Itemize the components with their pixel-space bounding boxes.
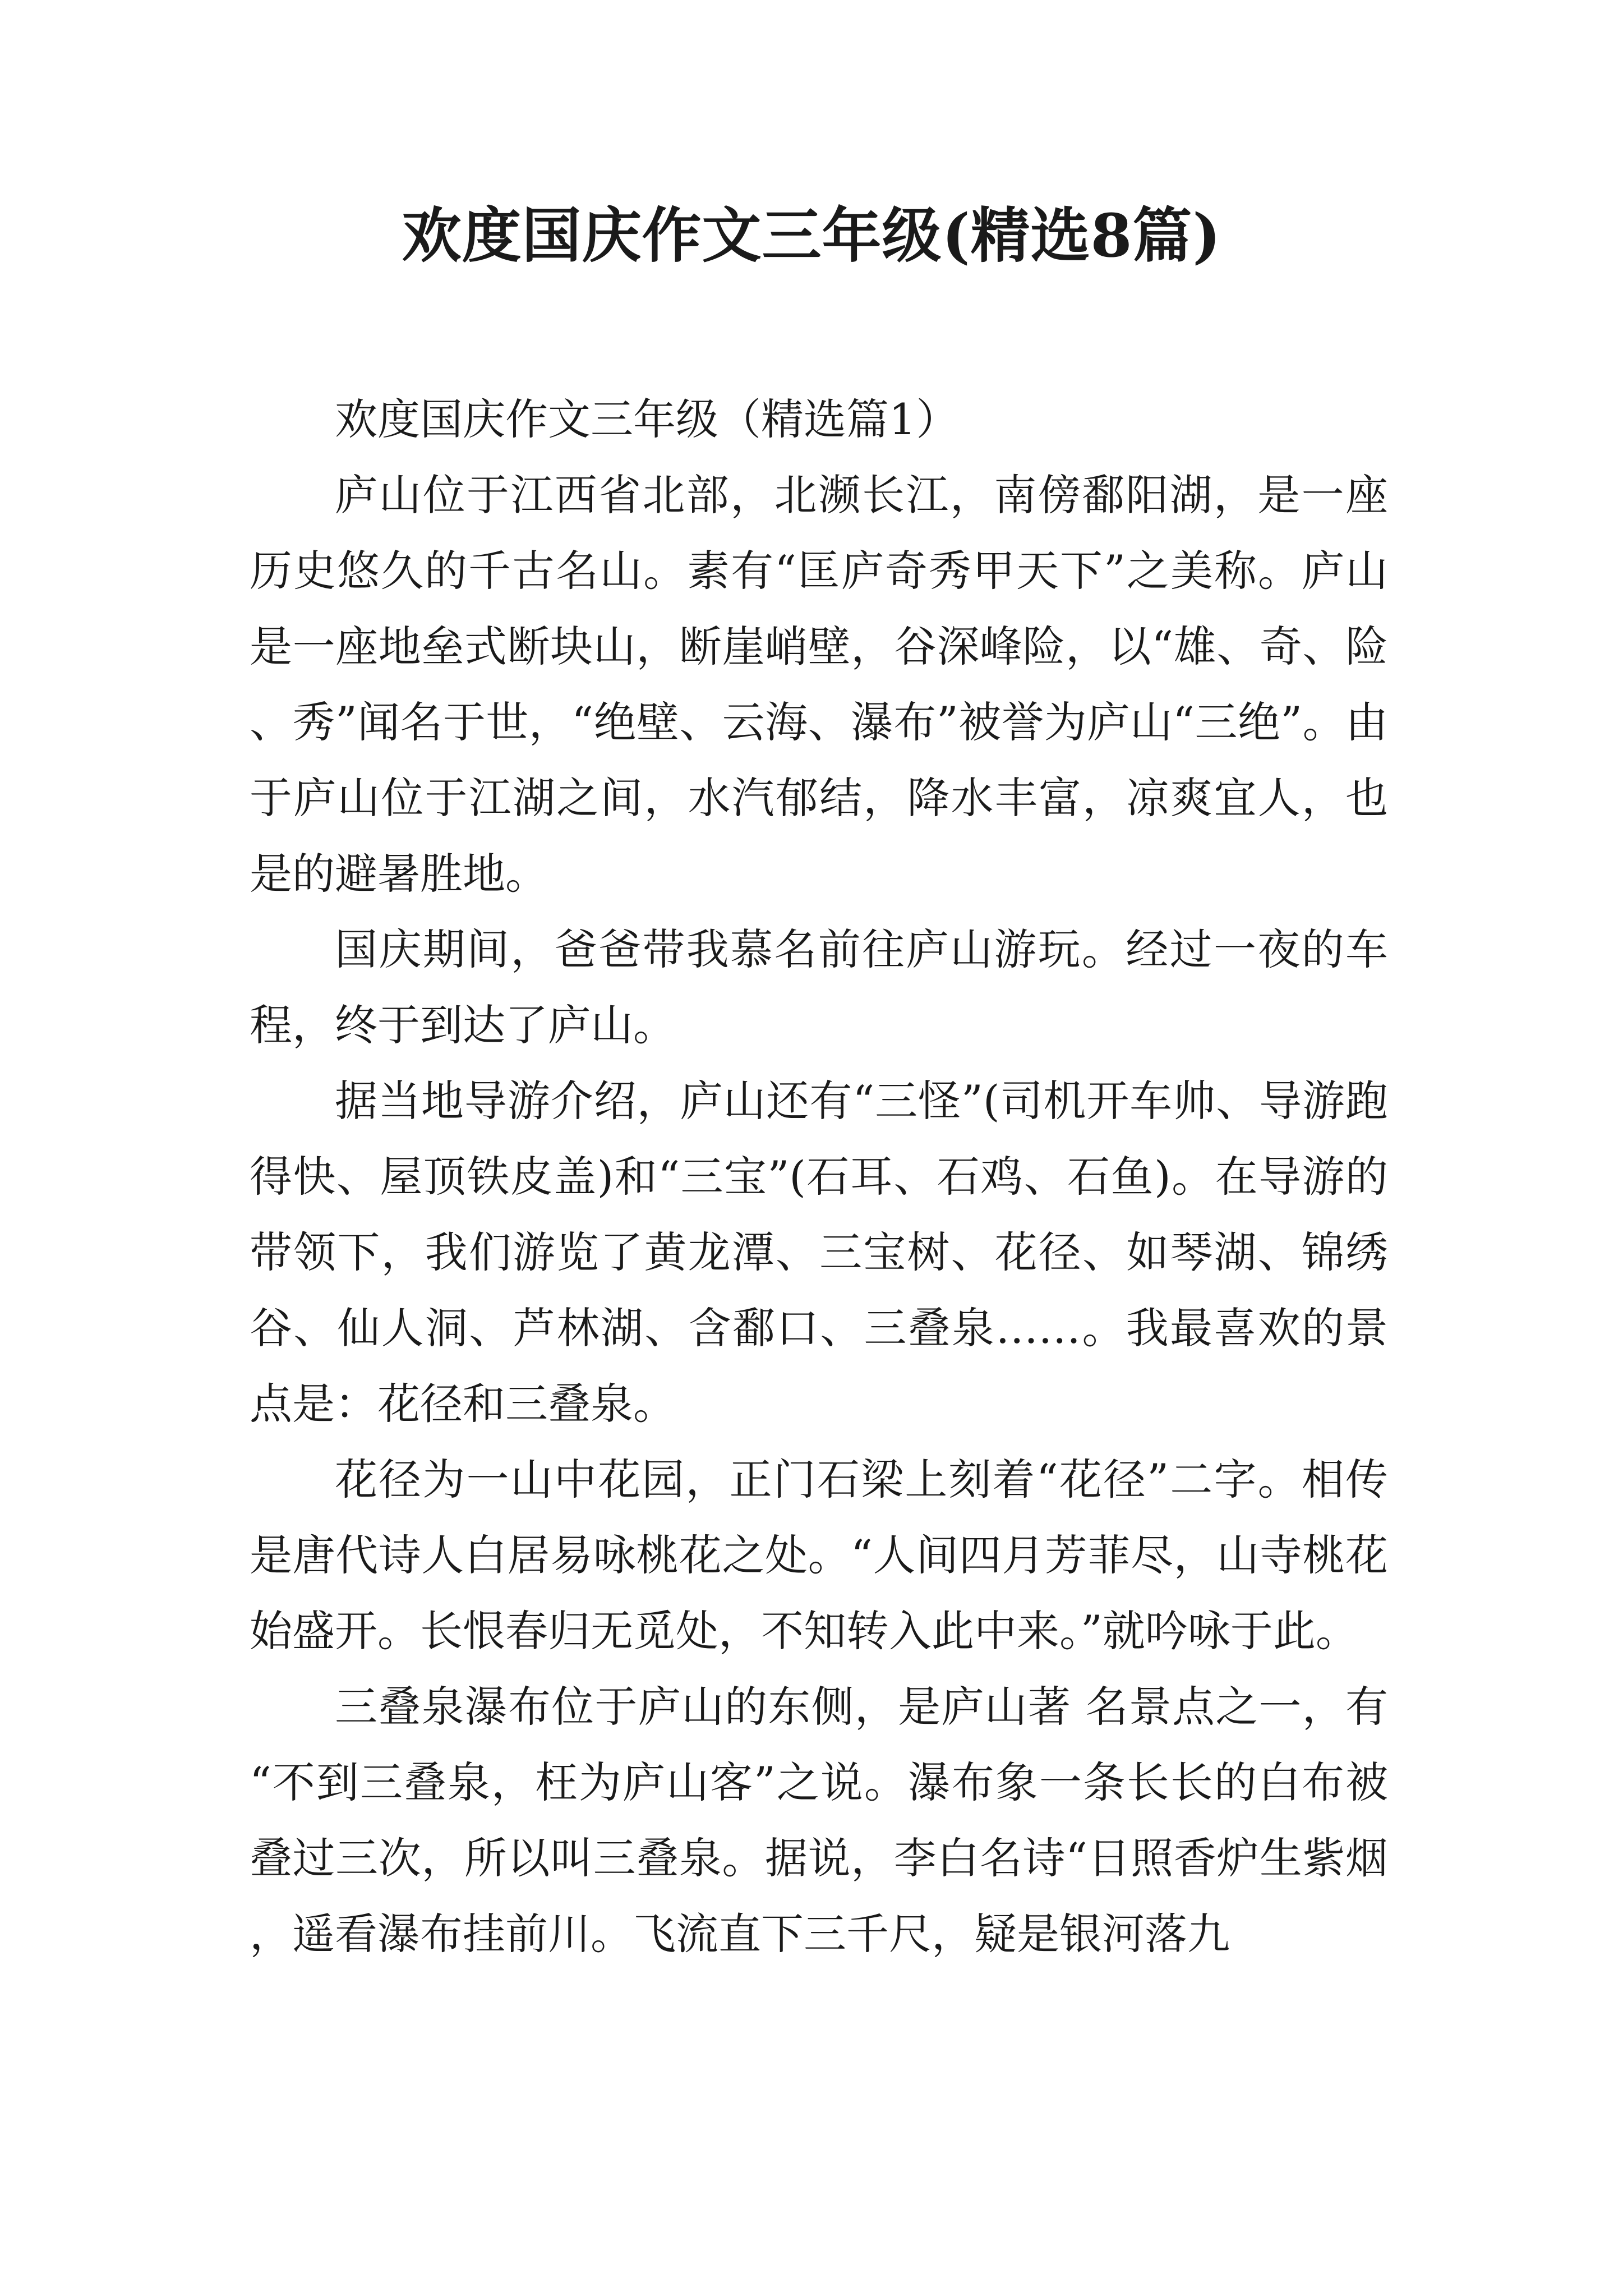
document-body bbox=[250, 381, 1388, 1972]
paragraph-trip: 国庆期间，爸爸带我慕名前往庐山游玩。经过一夜的车程，终于到达了庐山。 bbox=[250, 924, 1388, 1050]
paragraph-sandiequan: 三叠泉瀑布位于庐山的东侧，是庐山著 名景点之一，有“不到三叠泉，枉为庐山客”之说。瀑布象一条长长的白布被叠过三次，所以叫三叠泉。据说，李白名诗“日照香炉生紫烟，遥看瀑布挂前川。飞流直下三千尺，疑是银河落九 bbox=[250, 1682, 1388, 1959]
paragraph-lushan-intro: 庐山位于江西省北部，北濒长江，南傍鄱阳湖，是一座历史悠久的千古名山。素有“匡庐奇秀甲天下”之美称。庐山是一座地垒式断块山，断崖峭壁，谷深峰险，以“雄、奇、险、秀”闻名于世，“绝壁、云海、瀑布”被誉为庐山“三绝”。由于庐山位于江湖之间，水汽郁结，降水丰富，凉爽宜人，也是的避暑胜地。 bbox=[250, 470, 1388, 899]
document-title: 欢度国庆作文三年级(精选8篇) bbox=[402, 200, 1221, 270]
section-heading: 欢度国庆作文三年级（精选篇1） bbox=[335, 394, 959, 444]
paragraph-guide: 据当地导游介绍，庐山还有“三怪”(司机开车帅、导游跑得快、屋顶铁皮盖)和“三宝”(石耳、石鸡、石鱼)。在导游的带领下，我们游览了黄龙潭、三宝树、花径、如琴湖、锦绣谷、仙人洞、芦林湖、含鄱口、三叠泉……。我最喜欢的景点是：花径和三叠泉。 bbox=[250, 1076, 1388, 1429]
paragraph-huajing: 花径为一山中花园，正门石梁上刻着“花径”二字。相传是唐代诗人白居易咏桃花之处。“人间四月芳菲尽，山寺桃花始盛开。长恨春归无觅处，不知转入此中来。”就吟咏于此。 bbox=[250, 1455, 1388, 1656]
